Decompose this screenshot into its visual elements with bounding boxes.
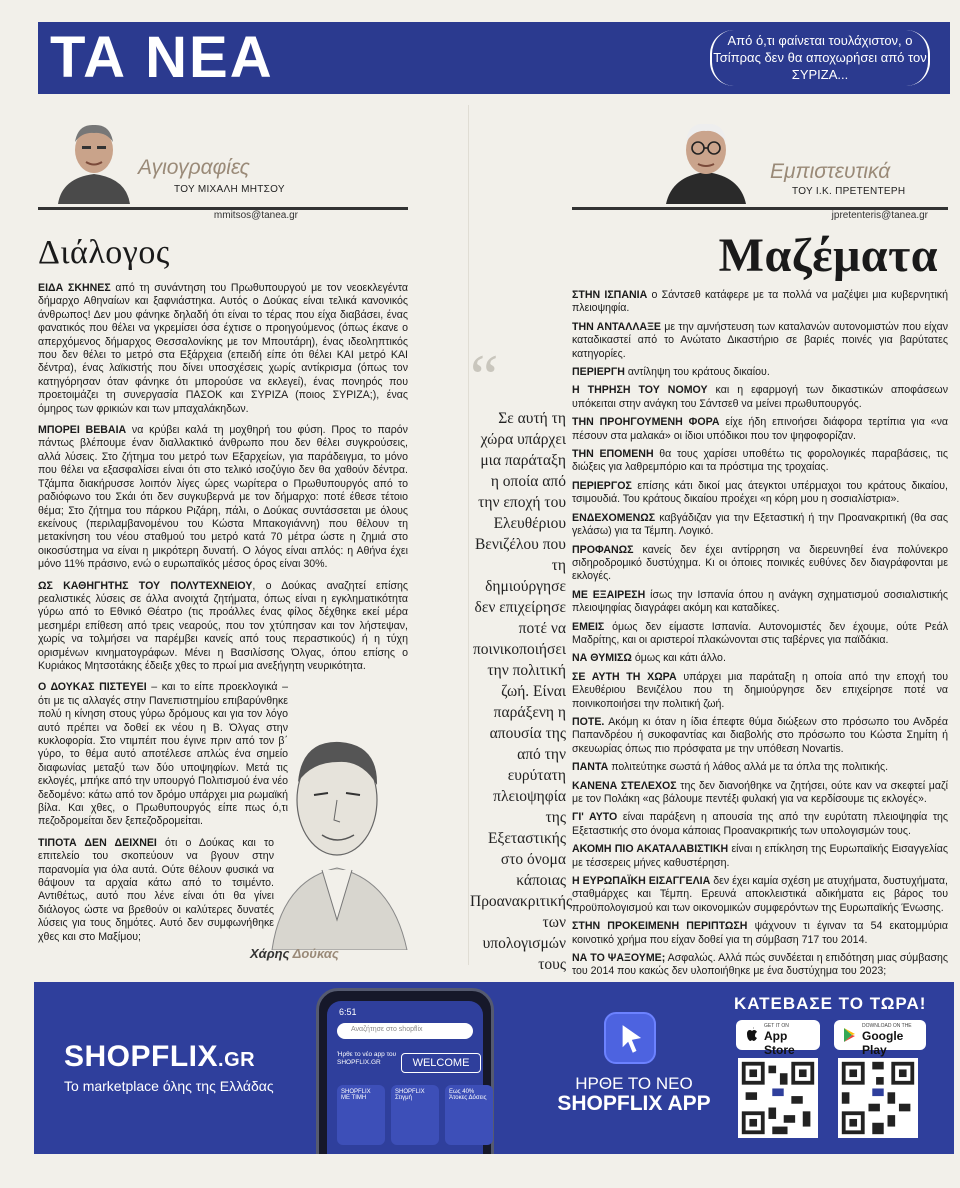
shopflix-tagline: Το marketplace όλης της Ελλάδας bbox=[64, 1078, 274, 1094]
author-email[interactable]: mmitsos@tanea.gr bbox=[213, 210, 298, 221]
shopflix-ad[interactable] bbox=[34, 982, 954, 1154]
paragraph: ΕΝΔΕΧΟΜΕΝΩΣ καβγάδιζαν για την Εξεταστική ή την Προανακριτική (θα σας γελάσω) για τα Τέμπη. Λογικό. bbox=[572, 511, 948, 538]
paragraph: Ο ΔΟΥΚΑΣ ΠΙΣΤΕΥΕΙ – και το είπε προεκλογικά – ότι με τις αλλαγές στην Πανεπιστημίου επιβαρύνθηκε πολύ η κίνηση στους γύρω δρόμους και για τον λόγο αυτό πρέπει να δοθεί εκ νέου η Β. Όλγας στην κυκλοφορία. Στο ντιμπέιτ που έγινε πριν από τον β΄ γύρο, το θέμα αυτό αποτέλεσε απλώς ένα σημείο διαφωνίας μεταξύ των δύο υποψηφίων. Μετά τις εκλογές, μπήκε από την υπουργό Πολιτισμού ένα νέο δεδομένο: κάτω από τον δρόμο υπάρχει μια ρωμαϊκή βίλα. Και χθες, ο Πρωθυπουργός είπε πως ό,τι πεζοδρομείται δεν ξεπεζοδρομείται. bbox=[38, 681, 289, 828]
paragraph: ΓΙ' ΑΥΤΟ είναι παράξενη η απουσία της από την ευρύτατη πλειοψηφία της Εξεταστικής στο όνομα κάποιας Προανακριτικής των υπολογισμών τους. bbox=[572, 811, 949, 837]
column-name: Εμπιστευτικά bbox=[770, 160, 891, 183]
shopflix-logo: SHOPFLIX.GR bbox=[64, 1040, 256, 1073]
new-app-text: ΗΡΘΕ ΤΟ ΝΕΟ SHOPFLIX APP bbox=[557, 1074, 711, 1115]
paragraph: ΣΤΗΝ ΙΣΠΑΝΙΑ ο Σάντσεθ κατάφερε με τα πολλά να μαζέψει μια κυβερνητική πλειοψηφία. bbox=[572, 289, 948, 315]
pull-quote bbox=[470, 341, 573, 1033]
column-name: Αγιογραφίες bbox=[138, 156, 250, 179]
paragraph: ΝΑ ΘΥΜΙΣΩ όμως και κάτι άλλο. bbox=[572, 652, 726, 665]
phone-promo-text: Ήρθε το νέο app του SHOPFLIX.GR bbox=[337, 1051, 397, 1066]
phone-cards bbox=[337, 1085, 487, 1145]
pull-quote-text: Σε αυτή τη χώρα υπάρχει μια παράταξη η οποία από την εποχή του Ελευθέριου Βενιζέλου που τη δημιούργησε δεν επιχείρησε ποτέ να ποινικοποιήσει την πολιτική ζωή. Είναι παράξενη η απουσία της από την ευρύτατη πλειοψηφία της Εξεταστικής στο όνομα κάποιας Προανακριτικής των υπολογισμών τους bbox=[470, 410, 573, 973]
phone-card: SHOPFLIX ΜΕ ΤΙΜΗ bbox=[337, 1085, 385, 1145]
phone-screen bbox=[327, 1001, 487, 1154]
paragraph: ΣΕ ΑΥΤΗ ΤΗ ΧΩΡΑ υπάρχει μια παράταξη η οποία από την εποχή του Ελευθέριου Βενιζέλου που τη δημιούργησε δεν επιχείρησε ποτέ να ποινικοποιήσει την πολιτική ζωή. bbox=[572, 670, 948, 710]
article-headline: Μαζέματα bbox=[718, 229, 938, 282]
paragraph: ΤΙΠΟΤΑ ΔΕΝ ΔΕΙΧΝΕΙ ότι ο Δούκας και το επιτελείο του σκοπεύουν να βγουν στην παρανομία για όλα αυτά. Ούτε θέλουν φυσικά να θάψουν τα αρχαία κάτω από το τσιμέντο. Αντιθέτως, αυτό που λένε είναι ότι θα γίνει διάλογος ώστε να βρεθούν οι καλύτερες δυνατές λύσεις για τους δημότες. Αυτό δεν συμφωνήθηκε χθες και στο Μαξίμου; bbox=[38, 836, 274, 943]
right-author-header bbox=[572, 104, 948, 210]
paragraph: ΠΡΟΦΑΝΩΣ κανείς δεν έχει αντίρρηση να διερευνηθεί ένα πολύνεκρο σιδηροδρομικό δυστύχημα. Κι οι όποιες ποινικές ευθύνες δεν διαγράφονται με εκλογές. bbox=[572, 543, 948, 583]
right-column bbox=[572, 104, 948, 1002]
newspaper-logo: ΤΑ ΝΕΑ bbox=[50, 25, 274, 90]
paragraph: Η ΕΥΡΩΠΑΪΚΗ ΕΙΣΑΓΓΕΛΙΑ δεν έχει καμία σχέση με ατυχήματα, δυστυχήματα, σταθμάρχες και Τέμπη. Ερευνά αποκλειστικά αδικήματα εις βάρος του προϋπολογισμού και των οικονομικών συμφερόντων της Ευρωπαϊκής Ένωσης. bbox=[572, 875, 948, 914]
phone-time: 6:51 bbox=[339, 1007, 357, 1017]
masthead-teaser: Από ό,τι φαίνεται τουλάχιστον, ο Τσίπρας δεν θα αποχωρήσει από τον ΣΥΡΙΖΑ... bbox=[710, 30, 930, 86]
qr-code-icon[interactable] bbox=[838, 1058, 918, 1138]
paragraph: ΜΕ ΕΞΑΙΡΕΣΗ ίσως την Ισπανία όπου η ανάγκη σχηματισμού σοσιαλιστικής πλειοψηφίας διαγράφει ακόμη και καταδίκες. bbox=[572, 588, 948, 615]
paragraph: ΝΑ ΤΟ ΨΑΞΟΥΜΕ; Ασφαλώς. Αλλά πώς συνδέεται η επιδότηση μιας σύμβασης του 2014 που κακώς δεν υλοποιήθηκε με ένα δυστύχημα του 2023; bbox=[572, 952, 948, 978]
paragraph: ΑΚΟΜΗ ΠΙΟ ΑΚΑΤΑΛΑΒΙΣΤΙΚΗ είναι η επίκληση της Ευρωπαϊκής Εισαγγελίας με τέσσερεις μήνες καθυστέρηση. bbox=[572, 843, 948, 869]
phone-welcome-badge: WELCOME bbox=[401, 1053, 481, 1073]
paragraph: ΠΟΤΕ. Ακόμη κι όταν η ίδια έπεφτε θύμα διώξεων στο πρόσωπο του Ανδρέα Παπανδρέου ή συκοφαντίας και διαβολής στο πρόσωπο του Κώστα Σημίτη ή σκευωρίας όπως πιο πρόσφατα με την υπόθεση Novartis. bbox=[572, 715, 948, 755]
apple-icon bbox=[744, 1027, 760, 1043]
paragraph: ΜΠΟΡΕΙ ΒΕΒΑΙΑ να κρύβει καλά τη μοχθηρή του φύση. Προς το παρόν πάντως βλέπουμε έναν διαλλακτικό άνθρωπο που δεν θέλει συγκρούσεις, αλλά λύσεις. Στο ζήτημα του μετρό των Εξαρχείων, για παράδειγμα, το μόνο που θέλει να εξασφαλίσει είναι ότι στο τελικό ισοζύγιο δεν θα χαθούν δέντρα. Τζάμπα διακήρυσσε λοιπόν λίγες ώρες νωρίτερα ο Πρωθυπουργός από το ραδιόφωνο του Σκάι ότι δεν συγκυβερνά με τον δήμαρχο: ποτέ έθεσε τέτοιο θέμα; Στο ζήτημα του πάρκου Ριζάρη, πάλι, ο Δούκας συντάσσεται με όλους εκείνους (περιλαμβανομένου του Κώστα Μπακογιάννη) που θέλουν τη μετακίνηση του νέου σταθμού του μετρό κατά 70 μέτρα ώστε η ζημιά στο οικοσύστημα να είναι η μικρότερη δυνατή. Ο λόγος είναι απλός: η Αθήνα έχει μόνο 11% πράσινο, ενώ ο ευρωπαϊκός μέσος όρος είναι 30%. bbox=[38, 424, 408, 571]
paragraph: ΠΕΡΙΕΡΓΟΣ επίσης κάτι δικοί μας άτεγκτοι υπέρμαχοι του κράτους δικαίου, τσιμουδιά. Του κράτους δικαίου προέχει «η κόρη μου η σοσιαλίστρια». bbox=[572, 479, 948, 506]
phone-card: Εως 40% Άτοκες Δόσεις bbox=[445, 1085, 493, 1145]
google-play-button[interactable]: DOWNLOAD ON THE Google Play bbox=[834, 1020, 926, 1050]
paragraph: ΚΑΝΕΝΑ ΣΤΕΛΕΧΟΣ της δεν διανοήθηκε να ζητήσει, ούτε καν να σκεφτεί μαζί με τον Πολάκη «ας βάλουμε πεντέξι φυλακή για να κερδίσουμε τις εκλογές». bbox=[572, 779, 948, 805]
paragraph: ΤΗΝ ΕΠΟΜΕΝΗ θα τους χαρίσει υποθέτω τις φορολογικές παραβάσεις, τις διώξεις για λαθρεμπόριο και τα πρόστιμα της τροχαίας. bbox=[572, 448, 948, 474]
paragraph: ΤΗΝ ΑΝΤΑΛΛΑΞΕ με την αμνήστευση των καταλανών αυτονομιστών που είχαν καταδικαστεί από το Ανώτατο Δικαστήριο σε βαριές ποινές για βαρύτατες κατηγορίες. bbox=[572, 320, 949, 360]
masthead bbox=[38, 22, 950, 94]
article-headline: Διάλογος bbox=[38, 234, 170, 271]
paragraph: ΕΜΕΙΣ όμως δεν είμαστε Ισπανία. Αυτονομιστές δεν έχουμε, ούτε Ρεάλ Μαδρίτης, και οι αριστεροί πλακώνονται στις ταβέρνες για παϊδάκια. bbox=[572, 620, 948, 646]
qr-code-icon[interactable] bbox=[738, 1058, 818, 1138]
open-quote-icon: “ bbox=[470, 341, 499, 412]
paragraph: ΤΗΝ ΠΡΟΗΓΟΥΜΕΝΗ ΦΟΡΑ είχε ήδη επινοήσει διάφορα τερτίπια για «να πέσουν στα μαλακά» οι ίδιοι υπόδικοι που τον ψηφοφορίζαν. bbox=[572, 416, 948, 442]
article-body bbox=[572, 289, 948, 997]
author-photo-mitsos bbox=[48, 112, 140, 204]
paragraph: ΣΤΗΝ ΠΡΟΚΕΙΜΕΝΗ ΠΕΡΙΠΤΩΣΗ ψάχνουν τι έγιναν τα 54 εκατομμύρια κοινοτικό χρήμα που είχαν δοθεί για τη σύμβαση 717 του 2014. bbox=[572, 920, 948, 946]
google-play-icon bbox=[842, 1027, 858, 1043]
phone-card: SHOPFLIX Στιγμή bbox=[391, 1085, 439, 1145]
app-cursor-icon bbox=[604, 1012, 656, 1064]
author-email[interactable]: jpretenteris@tanea.gr bbox=[831, 210, 928, 221]
app-store-button[interactable]: GET IT ON App Store bbox=[736, 1020, 820, 1050]
phone-search-bar: Αναζήτησε στο shopflix bbox=[337, 1023, 473, 1039]
byline: ΤΟΥ ΜΙΧΑΛΗ ΜΗΤΣΟΥ bbox=[174, 184, 285, 195]
paragraph: ΠΕΡΙΕΡΓΗ αντίληψη του κράτους δικαίου. bbox=[572, 366, 770, 379]
sketch-caption: Χάρης Δούκας bbox=[250, 946, 339, 961]
download-now-label: ΚΑΤΕΒΑΣΕ ΤΟ ΤΩΡΑ! bbox=[734, 994, 927, 1013]
doukas-sketch bbox=[262, 690, 412, 950]
paragraph: Η ΤΗΡΗΣΗ ΤΟΥ ΝΟΜΟΥ και η εφαρμογή των δικαστικών αποφάσεων υπόκειται στην ανάγκη του Σάντσεθ να μείνει πρωθυπουργός. bbox=[572, 384, 948, 410]
left-author-header bbox=[38, 104, 408, 210]
author-photo-pretenteris bbox=[660, 112, 752, 204]
phone-mockup bbox=[316, 988, 494, 1154]
paragraph: ΕΙΔΑ ΣΚΗΝΕΣ από τη συνάντηση του Πρωθυπουργού με τον νεοεκλεγέντα δήμαρχο Αθηναίων και ξαφνιάστηκα. Αυτός ο Δούκας είναι τελικά κανονικός άνθρωπος! Δεν μου φάνηκε δηλαδή ότι είναι το τέρας που είχα διαβάσει, ένας φανατικός που θέλει να γκρεμίσει όσα έχτισε ο προηγούμενος (όπως έκανε ο απερχόμενος δήμαρχος Θεσσαλονίκης με τον Μπουτάρη), ένας ιδεοληπτικός που δεν θέλει το μετρό στα Εξάρχεια (επειδή είπε ότι θέλει ΚΑΙ μετρό ΚΑΙ δέντρα), ένας λαϊκιστής που δίνει υποσχέσεις χωρίς αντίκρισμα (όπως τον κατηγόρησαν όταν φάνηκε ότι μπορούσε να εκλεγεί), ένας πονηρός που προετοιμάζει τη συνεργασία ΠΑΣΟΚ και ΣΥΡΙΖΑ (ποιος ΣΥΡΙΖΑ;), ένας όμηρος των φρικιών και των μπαχαλάκηδων. bbox=[38, 282, 409, 415]
column-divider bbox=[468, 105, 469, 965]
byline: ΤΟΥ Ι.Κ. ΠΡΕΤΕΝΤΕΡΗ bbox=[792, 186, 906, 197]
paragraph: ΩΣ ΚΑΘΗΓΗΤΗΣ ΤΟΥ ΠΟΛΥΤΕΧΝΕΙΟΥ, ο Δούκας αναζητεί επίσης ρεαλιστικές λύσεις σε άλλα ανοιχτά ζητήματα, όπως είναι η εγκληματικότητα γύρω από το Εθνικό Θέατρο (τις προάλλες ένας φίλος δέχθηκε εκεί μέρα μεσημέρι επίθεση από τρεις νεαρούς, που τον χτύπησαν και τον λήστεψαν, χωρίς να τολμήσει να παρέμβει κανείς από τους περαστικούς) ή η τύχη ορισμένων κινηματογράφων. Μένει η Βασιλίσσης Όλγας, όπου επίσης ο Κυριάκος Μητσοτάκης έδειξε χθες το πρωί μια ανεξήγητη νευρικότητα. bbox=[38, 579, 408, 672]
paragraph: ΠΑΝΤΑ πολιτεύτηκε σωστά ή λάθος αλλά με τα όπλα της πολιτικής. bbox=[572, 761, 889, 774]
